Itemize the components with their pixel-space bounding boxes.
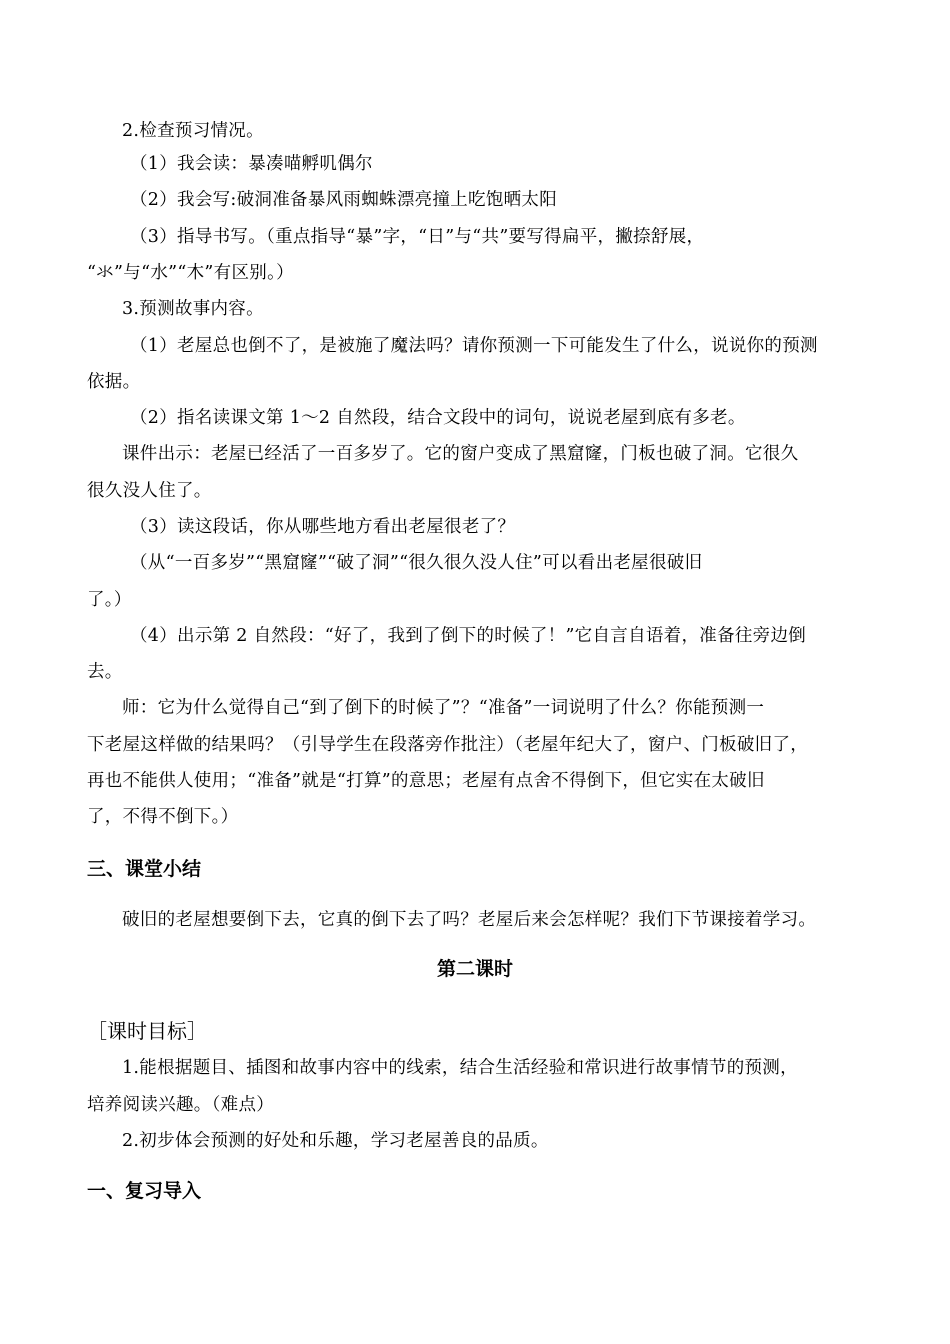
objective-2: 2.初步体会预测的好处和乐趣，学习老屋善良的品质。 [122,1131,549,1151]
objective-1-line-2: 培养阅读兴趣。（难点） [87,1095,275,1115]
summary-heading: 三、课堂小结 [87,858,202,880]
summary-text: 破旧的老屋想要倒下去，它真的倒下去了吗？老屋后来会怎样呢？我们下节课接着学习。 [122,910,817,930]
can-read-item: （1）我会读：暴凑喵孵叽偶尔 [130,154,373,174]
lesson-2-title: 第二课时 [436,958,513,980]
courseware-line-2: 很久没人住了。 [87,481,212,501]
question-3: （3）读这段话，你从哪些地方看出老屋很老了？ [130,517,516,537]
teacher-line-3: 再也不能供人使用；“准备”就是“打算”的意思；老屋有点舍不得倒下，但它实在太破旧 [87,771,765,791]
question-1-line-2: 依据。 [87,372,141,392]
teacher-line-1: 师：它为什么觉得自己“到了倒下的时候了”？“准备”一词说明了什么？你能预测一 [122,698,765,718]
question-3-answer-line-1: （从“一百多岁”“黑窟窿”“破了洞”“很久很久没人住”可以看出老屋很破旧 [130,553,703,573]
objectives-heading: ［课时目标］ [87,1019,207,1043]
question-4-line-1: （4）出示第 2 自然段：“好了，我到了倒下的时候了！”它自言自语着，准备往旁边倒 [130,626,807,646]
guide-writing-line-1: （3）指导书写。（重点指导“暴”字，“日”与“共”要写得扁平，撇捺舒展， [130,227,705,247]
guide-writing-line-2: “氺”与“水”“木”有区别。） [87,263,294,283]
review-heading: 一、复习导入 [87,1180,202,1202]
objective-1-line-1: 1.能根据题目、插图和故事内容中的线索，结合生活经验和常识进行故事情节的预测， [122,1058,798,1078]
question-1-line-1: （1）老屋总也倒不了，是被施了魔法吗？请你预测一下可能发生了什么，说说你的预测 [130,336,818,356]
check-preview-step: 2.检查预习情况。 [122,121,264,141]
predict-step-title: 3.预测故事内容。 [122,299,264,319]
question-4-line-2: 去。 [87,662,123,682]
question-2: （2）指名读课文第 1～2 自然段，结合文段中的词句，说说老屋到底有多老。 [130,408,746,428]
question-3-answer-line-2: 了。） [87,590,132,610]
teacher-line-4: 了，不得不倒下。） [87,807,239,827]
courseware-line-1: 课件出示：老屋已经活了一百多岁了。它的窗户变成了黑窟窿，门板也破了洞。它很久 [122,444,799,464]
teacher-line-2: 下老屋这样做的结果吗？（引导学生在段落旁作批注）（老屋年纪大了，窗户、门板破旧了， [87,735,809,755]
can-write-item: （2）我会写:破洞准备暴风雨蜘蛛漂亮撞上吃饱晒太阳 [130,190,558,210]
